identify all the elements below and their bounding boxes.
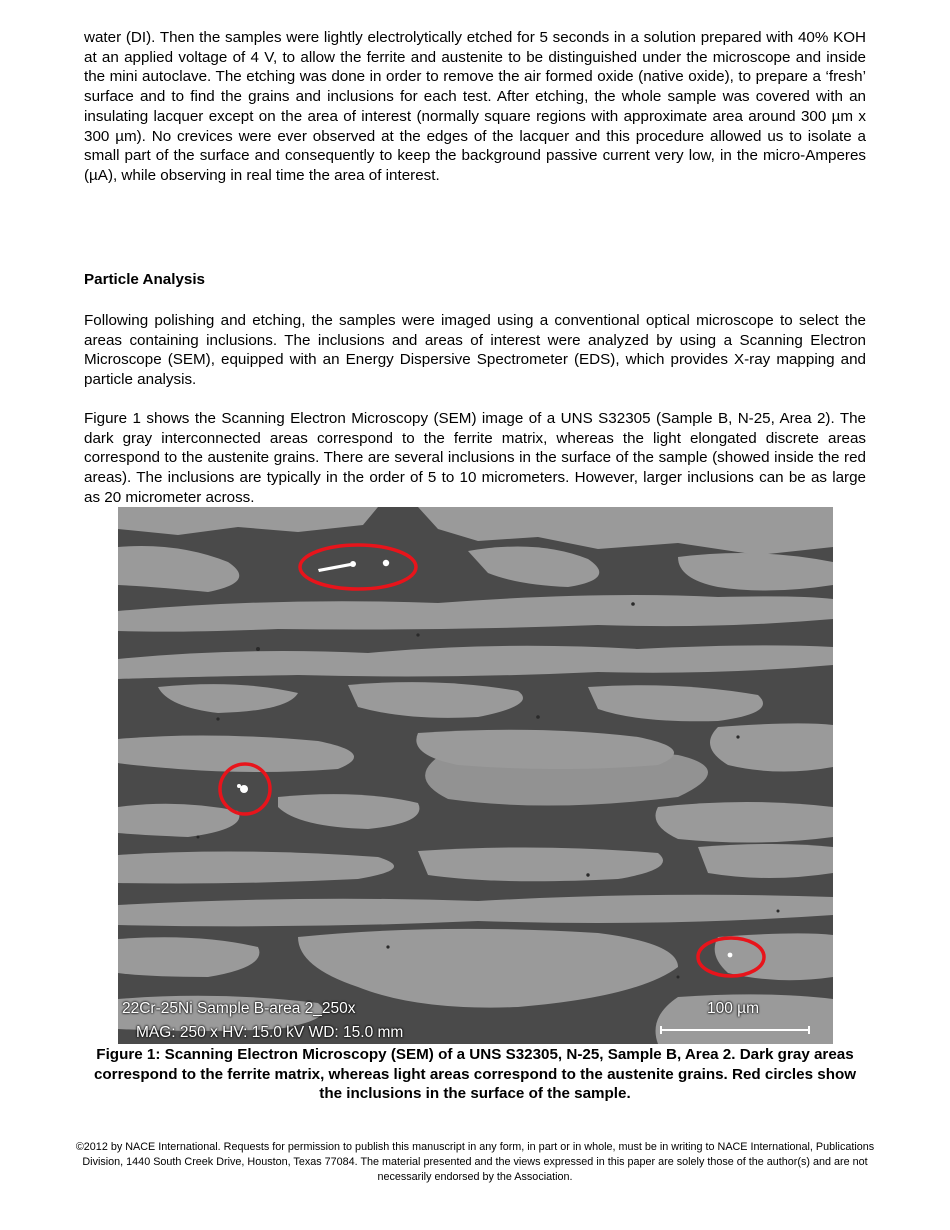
paragraph-figure-description: Figure 1 shows the Scanning Electron Microscopy (SEM) image of a UNS S32305 (Sample B, N-25, Area 2). The dark gray interconnected areas correspond to the ferrite matrix, whereas the light elongated discrete areas correspond to the austenite grains. There are several inclusions in the surface of the sample (showed inside the red areas). The inclusions are typically in the order of 5 to 10 micrometers. However, larger inclusions can be as large as 20 micrometer across. xyxy=(84,410,866,506)
sem-micrograph-figure xyxy=(118,507,833,1044)
figure-caption: Figure 1: Scanning Electron Microscopy (SEM) of a UNS S32305, N-25, Sample B, Area 2. Dark gray areas correspond to the ferrite matrix, whereas light areas correspond to the austenite grains. Red circles show the inclusions in the surface of the sample. xyxy=(93,1046,857,1103)
copyright-footer: ©2012 by NACE International. Requests for permission to publish this manuscript in any form, in part or in whole, must be in writing to NACE International, Publications Division, 1440 South Creek Drive, Houston, Texas 77084. The material presented and the views expressed in this paper are solely those of the author(s) and are not necessarily endorsed by the Association. xyxy=(75,1141,875,1183)
section-heading-particle-analysis: Particle Analysis xyxy=(84,271,206,288)
sem-sample-label: 22Cr-25Ni Sample B-area 2_250x xyxy=(122,1000,356,1017)
scale-bar-label: 100 µm xyxy=(707,1000,760,1017)
sem-acquisition-parameters: MAG: 250 x HV: 15.0 kV WD: 15.0 mm xyxy=(136,1024,404,1041)
scale-bar xyxy=(660,1026,810,1034)
paragraph-etching-procedure: water (DI). Then the samples were lightly electrolytically etched for 5 seconds in a solution prepared with 40% KOH at an applied voltage of 4 V, to allow the ferrite and austenite to be distinguished under the microscope and inside the mini autoclave. The etching was done in order to remove the air formed oxide (native oxide), to prepare a ‘fresh’ surface and to find the grains and inclusions for each test. After etching, the whole sample was covered with an insulating lacquer except on the area of interest (normally square regions with approximate area around 300 µm x 300 µm). No crevices were ever observed at the edges of the lacquer and this procedure allowed us to isolate a small part of the surface and consequently to keep the background passive current very low, in the micro-Amperes (µA), while observing in real time the area of interest. xyxy=(84,29,866,184)
paragraph-particle-analysis: Following polishing and etching, the samples were imaged using a conventional optical microscope to select the areas containing inclusions. The inclusions and areas of interest were analyzed by using a Scanning Electron Microscope (SEM), equipped with an Energy Dispersive Spectrometer (EDS), which provides X-ray mapping and particle analysis. xyxy=(84,312,866,389)
sem-micrograph-image xyxy=(118,507,833,1044)
